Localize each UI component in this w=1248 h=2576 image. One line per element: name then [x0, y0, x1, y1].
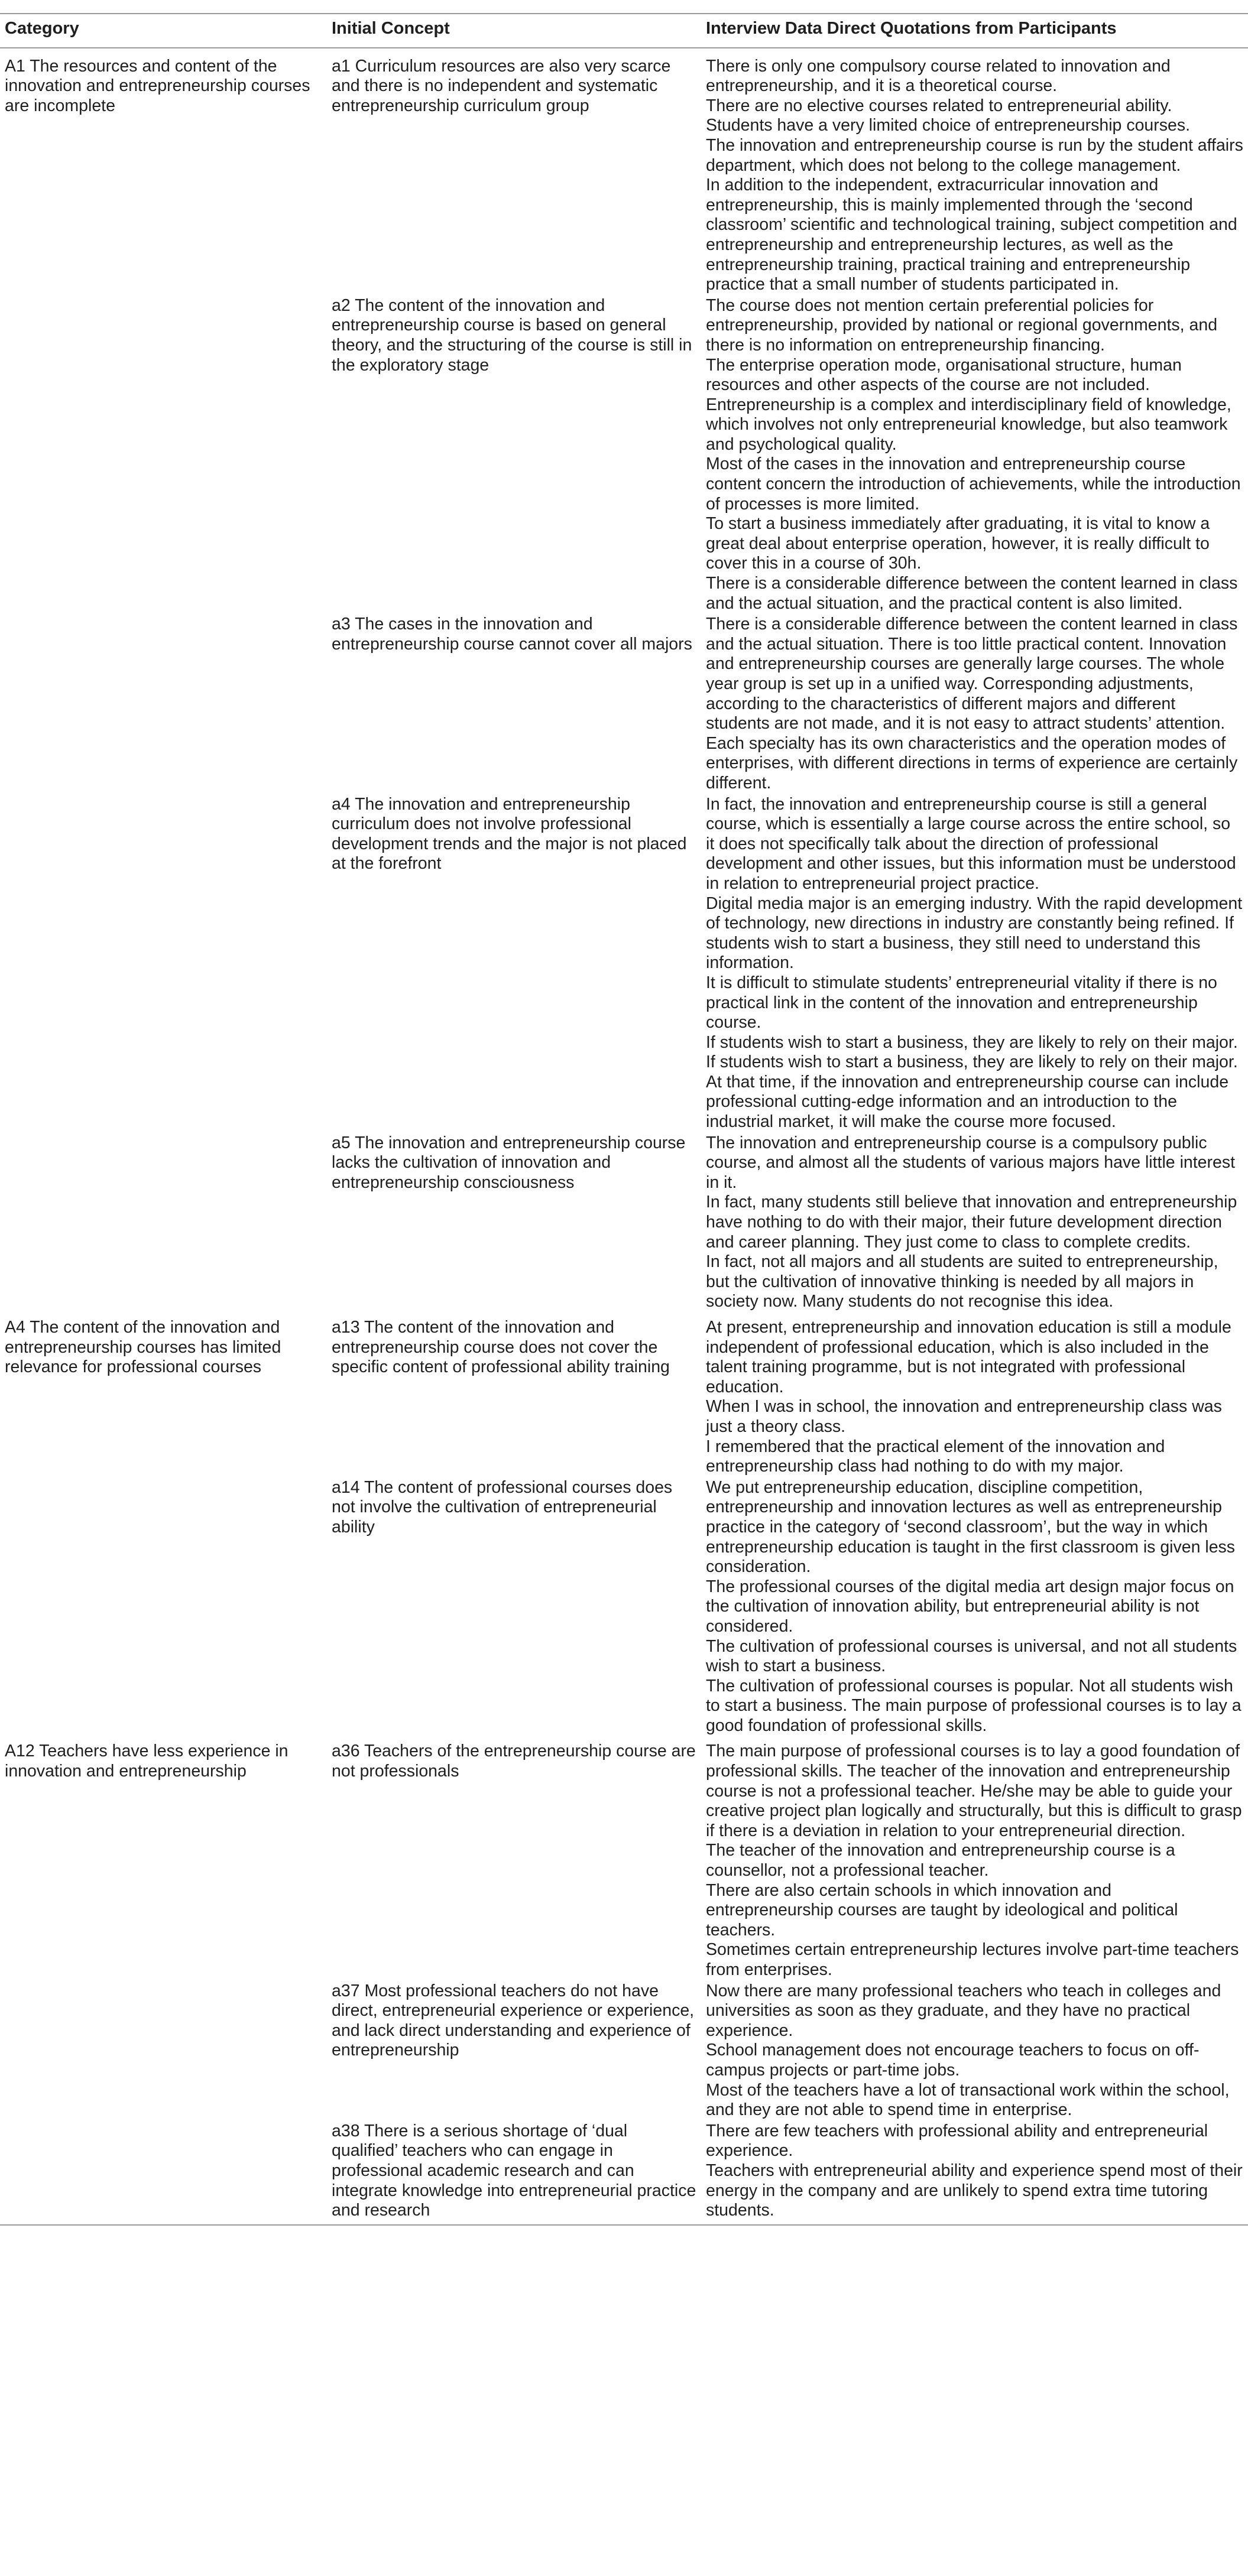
quotation-text: Teachers with entrepreneurial ability and experience spend most of their energy in the company and are unlikely to spend extra time tutoring students. — [706, 2161, 1243, 2220]
category-cell — [0, 1132, 327, 1312]
category-cell — [0, 2120, 327, 2225]
table-row — [0, 794, 1248, 1132]
quotation-text: There are no elective courses related to entrepreneurial ability. — [706, 96, 1172, 115]
quotation-text: The innovation and entrepreneurship course is run by the student affairs department, which does not belong to the college management. — [706, 135, 1243, 175]
quotation-text: If students wish to start a business, they are likely to rely on their major. — [706, 1053, 1238, 1072]
quotations-cell — [701, 1736, 1248, 1980]
quotation-text: Sometimes certain entrepreneurship lectures involve part-time teachers from enterprises. — [706, 1940, 1239, 1979]
category-cell — [0, 1980, 327, 2120]
quotation-text: School management does not encourage teachers to focus on off-campus projects or part-time jobs. — [706, 2041, 1200, 2080]
quotation-text: If students wish to start a business, they are likely to rely on their major. — [706, 1032, 1238, 1052]
quotation-text: There are also certain schools in which innovation and entrepreneurship courses are taught by ideological and political teachers. — [706, 1880, 1178, 1940]
quotation-text: The main purpose of professional courses is to lay a good foundation of professional skills. The teacher of the innovation and entrepreneurship course is not a professional teacher. He/she may be able to guide your creative project plan logically and structurally, but this is difficult to grasp if there is a deviation in relation to your entrepreneurial direction. — [706, 1742, 1242, 1840]
quotation-text: In fact, the innovation and entrepreneurship course is still a general course, which is essentially a large course across the entire school, so it does not specifically talk about the direction of professional development and other issues, but this information must be understood in relation to entrepreneurial project practice. — [706, 794, 1236, 893]
table-row — [0, 613, 1248, 793]
quotations-cell — [701, 613, 1248, 793]
quotation-text: Digital media major is an emerging industry. With the rapid development of technology, new directions in industry are constantly being refined. If students wish to start a business, they still need to understand this information. — [706, 894, 1243, 973]
initial-concept-cell: a4 The innovation and entrepreneurship curriculum does not involve professional development trends and the major is not placed at the forefront — [332, 794, 687, 873]
interview-table — [0, 13, 1248, 2226]
table-row — [0, 48, 1248, 295]
initial-concept-cell: a37 Most professional teachers do not have direct, entrepreneurial experience or experience, and lack direct understanding and experience of entrepreneurship — [332, 1981, 695, 2060]
initial-concept-cell: a36 Teachers of the entrepreneurship course are not professionals — [332, 1742, 696, 1781]
quotation-text: In addition to the independent, extracurricular innovation and entrepreneurship, this is mainly implemented through the ‘second classroom’ scientific and technological training, subject competition and entrepreneurship and entrepreneurship lectures, as well as the entrepreneurship training, practical training and entrepreneurship practice that a small number of students participated in. — [706, 176, 1237, 294]
quotation-text: We put entrepreneurship education, discipline competition, entrepreneurship and innovation lectures as well as entrepreneurship practice in the category of ‘second classroom’, but the way in which entrepreneurship education is taught in the first classroom is given less consideration. — [706, 1477, 1236, 1577]
initial-concept-cell: a13 The content of the innovation and entrepreneurship course does not cover the specific content of professional ability training — [332, 1318, 670, 1377]
header-initial-concept: Initial Concept — [327, 14, 701, 48]
quotations-cell — [701, 2120, 1248, 2225]
quotations-cell — [701, 1980, 1248, 2120]
initial-concept-cell: a38 There is a serious shortage of ‘dual qualified’ teachers who can engage in professional academic research and can integrate knowledge into entrepreneurial practice and research — [327, 2120, 701, 2225]
category-cell — [0, 295, 327, 614]
quotation-text: There is only one compulsory course related to innovation and entrepreneurship, and it is a theoretical course. — [706, 56, 1171, 96]
quotation-text: In fact, many students still believe that innovation and entrepreneurship have nothing to do with their major, their future development direction and career planning. They just come to class to complete credits. — [706, 1193, 1237, 1252]
quotations-cell — [701, 1312, 1248, 1477]
category-cell: A12 Teachers have less experience in innovation and entrepreneurship — [5, 1742, 289, 1781]
category-cell — [0, 1477, 327, 1736]
table-row — [0, 295, 1248, 614]
quotation-text: The cultivation of professional courses is universal, and not all students wish to start a business. — [706, 1636, 1237, 1676]
quotation-text: There are few teachers with professional ability and entrepreneurial experience. — [706, 2121, 1208, 2161]
table-row — [0, 1980, 1248, 2120]
header-category: Category — [0, 14, 327, 48]
quotations-cell — [701, 48, 1248, 295]
table-row — [0, 1736, 1248, 1980]
quotation-text: The cultivation of professional courses is popular. Not all students wish to start a business. The main purpose of professional courses is to lay a good foundation of professional skills. — [706, 1676, 1241, 1735]
category-cell — [0, 613, 327, 793]
quotations-cell — [701, 295, 1248, 614]
quotation-text: Students have a very limited choice of entrepreneurship courses. — [706, 116, 1191, 135]
quotation-text: Now there are many professional teachers who teach in colleges and universities as soon as they graduate, and they have no practical experience. — [706, 1981, 1221, 2040]
initial-concept-cell: a2 The content of the innovation and entrepreneurship course is based on general theory, and the structuring of the course is still in the exploratory stage — [332, 295, 692, 375]
category-cell: A1 The resources and content of the innovation and entrepreneurship courses are incomplete — [5, 56, 310, 115]
initial-concept-cell: a1 Curriculum resources are also very scarce and there is no independent and systematic entrepreneurship curriculum group — [332, 56, 671, 115]
quotation-text: Most of the teachers have a lot of transactional work within the school, and they are not able to spend time in enterprise. — [706, 2080, 1230, 2120]
table-row — [0, 1477, 1248, 1736]
quotations-cell — [701, 1477, 1248, 1736]
initial-concept-cell: a5 The innovation and entrepreneurship course lacks the cultivation of innovation and entrepreneurship consciousness — [332, 1133, 686, 1192]
quotation-text: At present, entrepreneurship and innovation education is still a module independent of professional education, which is also included in the talent training programme, but is not integrated with professional education. — [706, 1318, 1231, 1396]
table-row — [0, 1312, 1248, 1477]
category-cell: A4 The content of the innovation and entrepreneurship courses has limited relevance for professional courses — [5, 1318, 281, 1377]
header-row — [0, 14, 1248, 48]
quotation-text: To start a business immediately after graduating, it is vital to know a great deal about enterprise operation, however, it is really difficult to cover this in a course of 30h. — [706, 514, 1210, 573]
quotation-text: The enterprise operation mode, organisational structure, human resources and other aspects of the course are not included. — [706, 355, 1182, 395]
quotations-cell — [701, 794, 1248, 1132]
quotation-text: Most of the cases in the innovation and entrepreneurship course content concern the introduction of achievements, while the introduction of processes is more limited. — [706, 454, 1241, 514]
category-cell — [0, 794, 327, 1132]
table-row — [0, 2120, 1248, 2225]
quotation-text: The course does not mention certain preferential policies for entrepreneurship, provided by national or regional governments, and there is no information on entrepreneurship financing. — [706, 295, 1218, 355]
quotation-text: Each specialty has its own characteristics and the operation modes of enterprises, with different directions in terms of experience are certainly different. — [706, 733, 1238, 792]
quotation-text: There is a considerable difference between the content learned in class and the actual situation, and the practical content is also limited. — [706, 574, 1238, 613]
quotation-text: The innovation and entrepreneurship course is a compulsory public course, and almost all the students of various majors have little interest in it. — [706, 1133, 1236, 1192]
quotation-text: I remembered that the practical element of the innovation and entrepreneurship class had nothing to do with my major. — [706, 1437, 1165, 1476]
quotation-text: Entrepreneurship is a complex and interdisciplinary field of knowledge, which involves not only entrepreneurial knowledge, but also teamwork and psychological quality. — [706, 395, 1231, 454]
quotation-text: In fact, not all majors and all students are suited to entrepreneurship, but the cultivation of innovative thinking is needed by all majors in society now. Many students do not recognise this idea. — [706, 1252, 1218, 1311]
quotation-text: The teacher of the innovation and entrepreneurship course is a counsellor, not a professional teacher. — [706, 1841, 1175, 1880]
quotation-text: The professional courses of the digital media art design major focus on the cultivation of innovation ability, but entrepreneurial ability is not considered. — [706, 1577, 1234, 1636]
header-quotations: Interview Data Direct Quotations from Participants — [701, 14, 1248, 48]
quotation-text: There is a considerable difference between the content learned in class and the actual situation. There is too little practical content. Innovation and entrepreneurship courses are generally large courses. The whole year group is set up in a unified way. Corresponding adjustments, according to the characteristics of different majors and different students are not made, and it is not easy to attract students’ attention. — [706, 615, 1238, 733]
table-header — [0, 14, 1248, 48]
table-body — [0, 48, 1248, 2225]
initial-concept-cell: a14 The content of professional courses does not involve the cultivation of entrepreneurial ability — [332, 1477, 673, 1536]
quotations-cell — [701, 1132, 1248, 1312]
quotation-text: When I was in school, the innovation and entrepreneurship class was just a theory class. — [706, 1397, 1222, 1436]
table-row — [0, 1132, 1248, 1312]
initial-concept-cell: a3 The cases in the innovation and entrepreneurship course cannot cover all majors — [332, 615, 692, 654]
quotation-text: At that time, if the innovation and entrepreneurship course can include professional cutting-edge information and an introduction to the industrial market, it will make the course more focused. — [706, 1072, 1229, 1132]
quotation-text: It is difficult to stimulate students’ entrepreneurial vitality if there is no practical link in the content of the innovation and entrepreneurship course. — [706, 973, 1217, 1032]
